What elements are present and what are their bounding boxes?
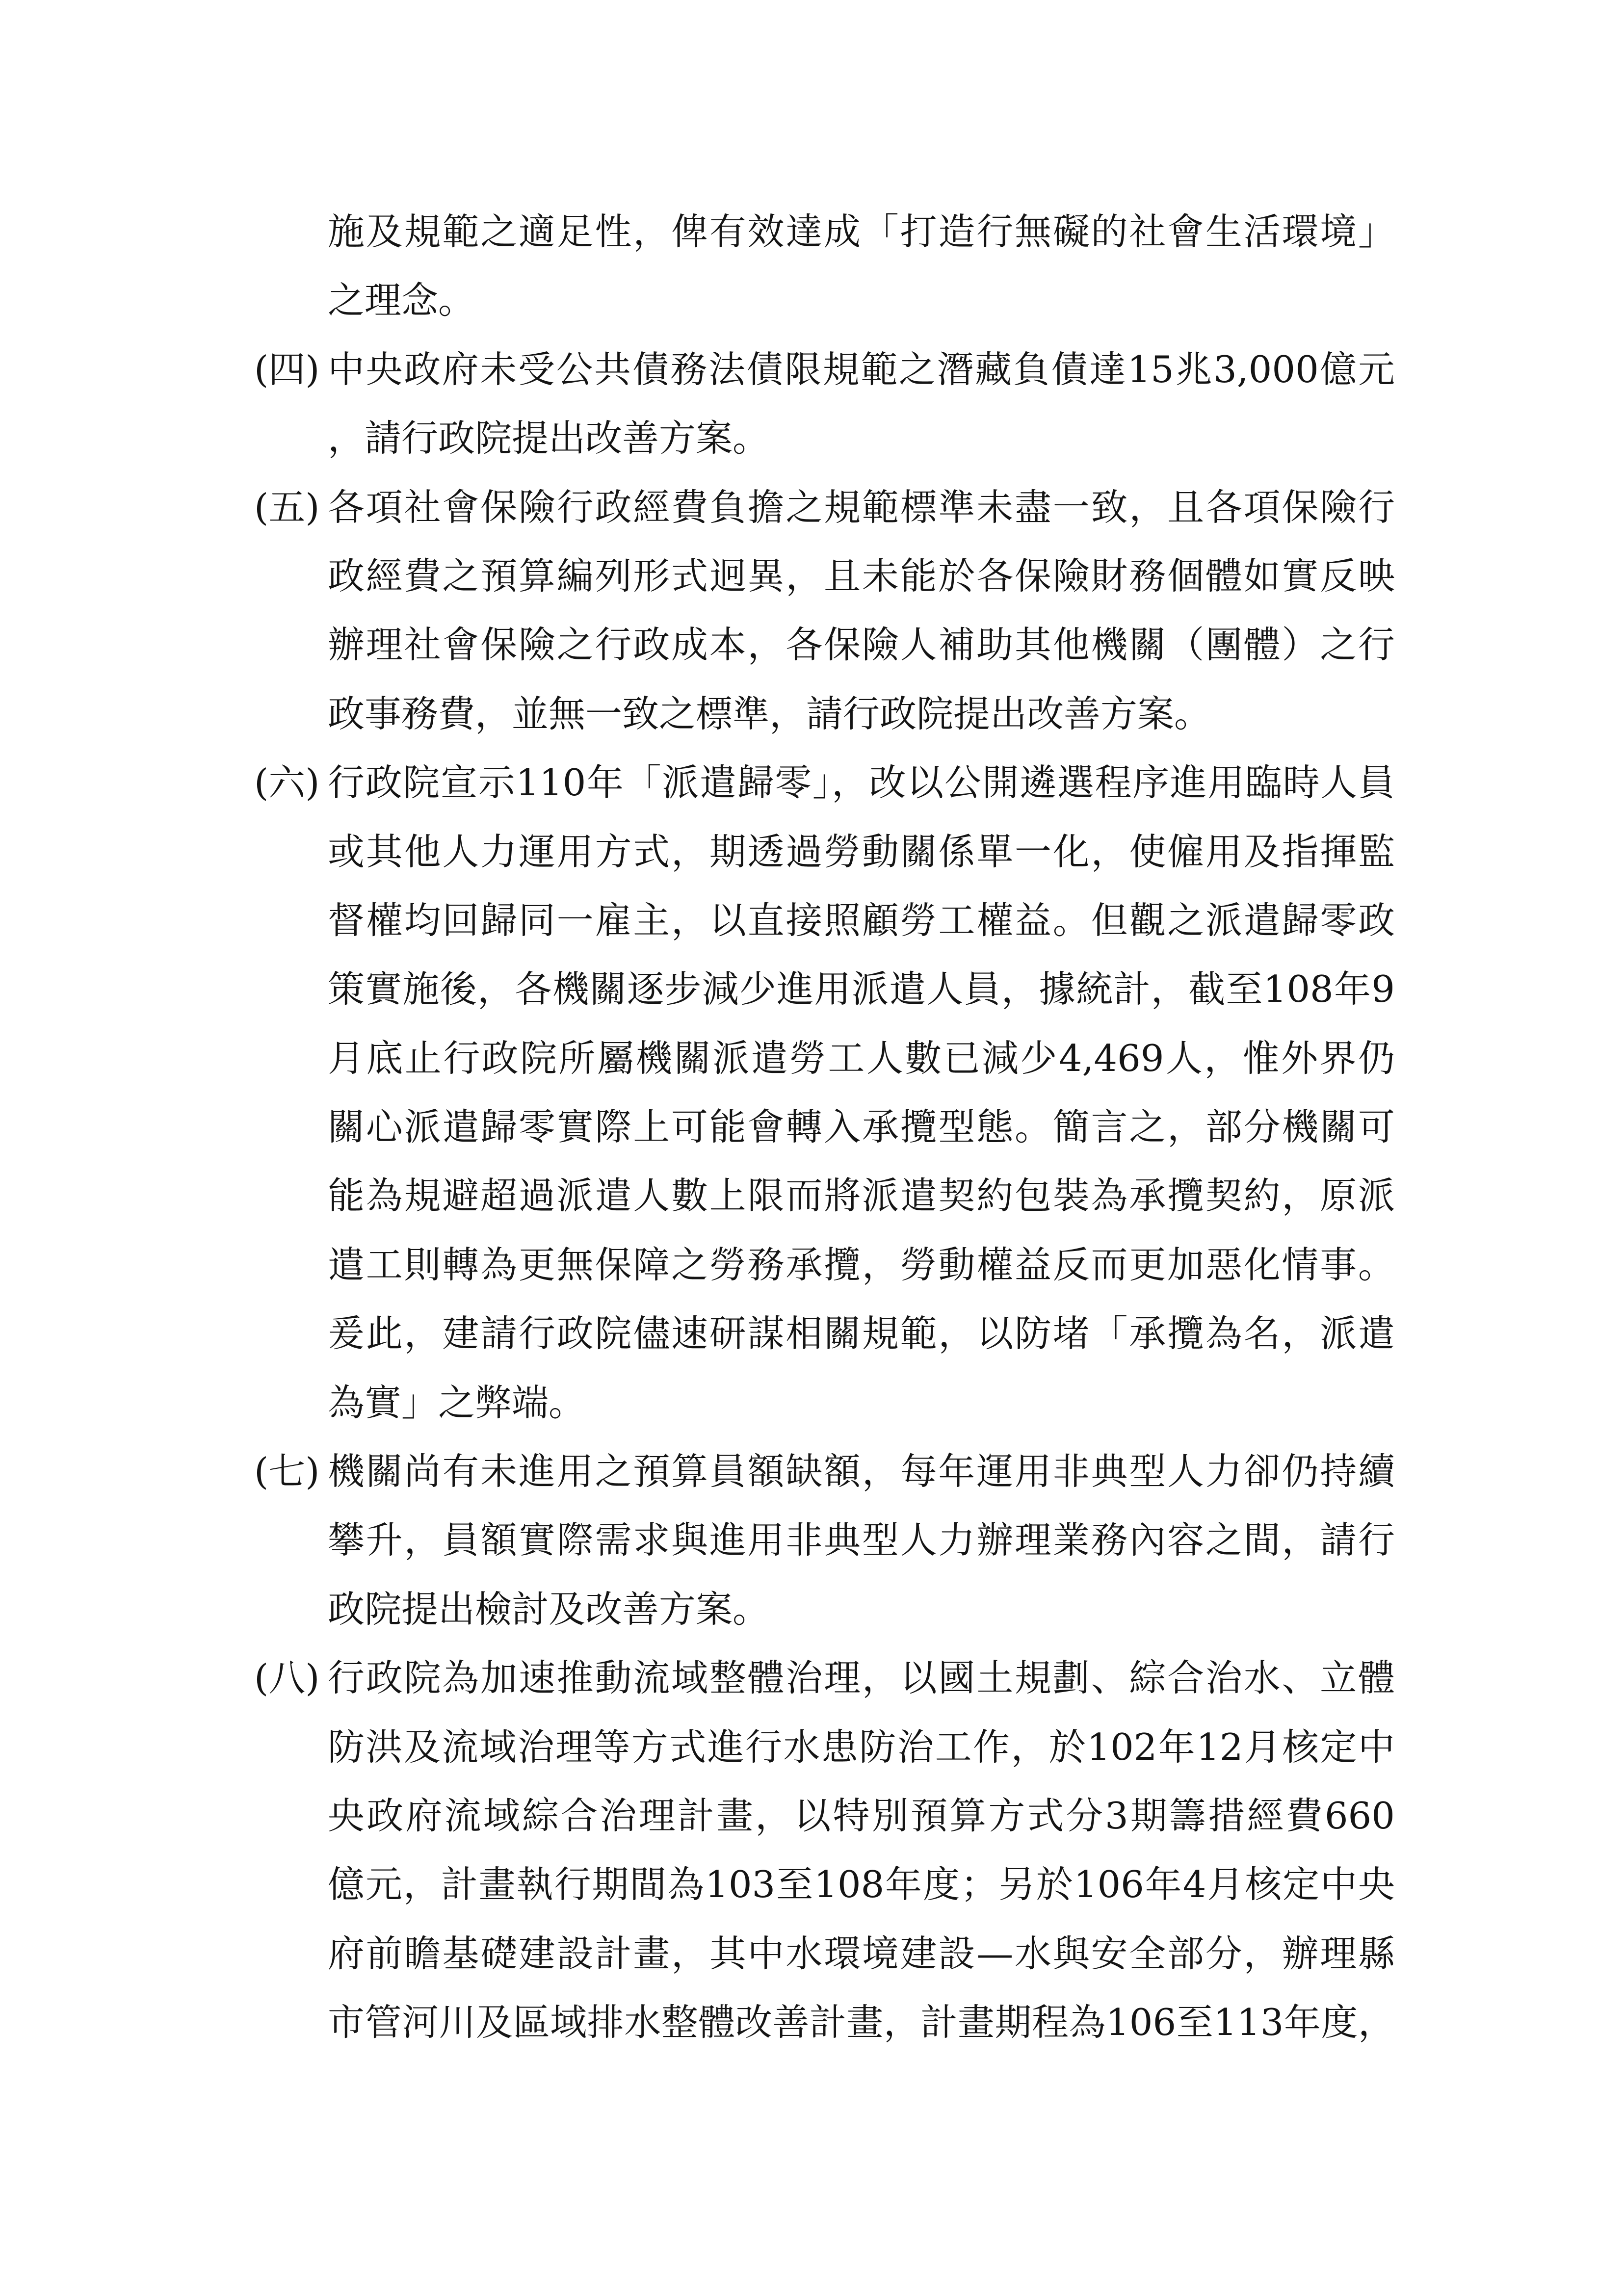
document-body xyxy=(254,197,1395,2057)
list-item-6 xyxy=(254,748,1395,1437)
text-line: 策實施後，各機關逐步減少進用派遣人員，據統計，截至108年9 xyxy=(328,967,1395,1011)
item-marker: (七) xyxy=(254,1450,320,1493)
item-marker: (五) xyxy=(254,485,320,529)
text-line: 辦理社會保險之行政成本，各保險人補助其他機關（團體）之行 xyxy=(328,623,1395,667)
list-item-7 xyxy=(254,1437,1395,1644)
text-line: 施及規範之適足性，俾有效達成「打造行無礙的社會生活環境」 xyxy=(328,210,1395,253)
text-line: 各項社會保險行政經費負擔之規範標準未盡一致，且各項保險行 xyxy=(328,485,1395,529)
list-item-5 xyxy=(254,473,1395,749)
text-line: 政經費之預算編列形式迥異，且未能於各保險財務個體如實反映 xyxy=(328,554,1395,598)
text-line: 為實」之弊端。 xyxy=(328,1381,586,1424)
text-line: 央政府流域綜合治理計畫，以特別預算方式分3期籌措經費660 xyxy=(328,1794,1395,1837)
text-line: 機關尚有未進用之預算員額缺額，每年運用非典型人力卻仍持續 xyxy=(328,1450,1395,1493)
text-line: 攀升，員額實際需求與進用非典型人力辦理業務內容之間，請行 xyxy=(328,1518,1395,1562)
list-item-8 xyxy=(254,1644,1395,2057)
paragraph-continued xyxy=(254,197,1395,335)
text-line: 或其他人力運用方式，期透過勞動關係單一化，使僱用及指揮監 xyxy=(328,830,1395,873)
text-line: 中央政府未受公共債務法債限規範之潛藏負債達15兆3,000億元 xyxy=(328,347,1395,391)
item-marker: (四) xyxy=(254,347,320,391)
text-line: 市管河川及區域排水整體改善計畫，計畫期程為106至113年度， xyxy=(328,2001,1395,2044)
text-line: ，請行政院提出改善方案。 xyxy=(328,417,770,460)
text-line: 府前瞻基礎建設計畫，其中水環境建設—水與安全部分，辦理縣 xyxy=(328,1931,1395,1975)
text-line: 關心派遣歸零實際上可能會轉入承攬型態。簡言之，部分機關可 xyxy=(328,1105,1395,1149)
text-line: 能為規避超過派遣人數上限而將派遣契約包裝為承攬契約，原派 xyxy=(328,1174,1395,1218)
item-marker: (八) xyxy=(254,1656,320,1700)
text-line: 行政院為加速推動流域整體治理，以國土規劃、綜合治水、立體 xyxy=(328,1656,1395,1700)
text-line: 之理念。 xyxy=(328,279,475,322)
text-line: 政院提出檢討及改善方案。 xyxy=(328,1587,770,1631)
text-line: 政事務費，並無一致之標準，請行政院提出改善方案。 xyxy=(328,692,1211,735)
text-line: 督權均回歸同一雇主，以直接照顧勞工權益。但觀之派遣歸零政 xyxy=(328,898,1395,942)
text-line: 爰此，建請行政院儘速研謀相關規範，以防堵「承攬為名，派遣 xyxy=(328,1312,1395,1356)
text-line: 月底止行政院所屬機關派遣勞工人數已減少4,469人，惟外界仍 xyxy=(328,1036,1395,1080)
text-line: 億元，計畫執行期間為103至108年度；另於106年4月核定中央 xyxy=(328,1863,1395,1906)
list-item-4 xyxy=(254,335,1395,473)
text-line: 遣工則轉為更無保障之勞務承攬，勞動權益反而更加惡化情事。 xyxy=(328,1243,1395,1286)
text-line: 防洪及流域治理等方式進行水患防治工作，於102年12月核定中 xyxy=(328,1725,1395,1769)
text-line: 行政院宣示110年「派遣歸零」，改以公開遴選程序進用臨時人員 xyxy=(328,761,1395,805)
item-marker: (六) xyxy=(254,761,320,805)
